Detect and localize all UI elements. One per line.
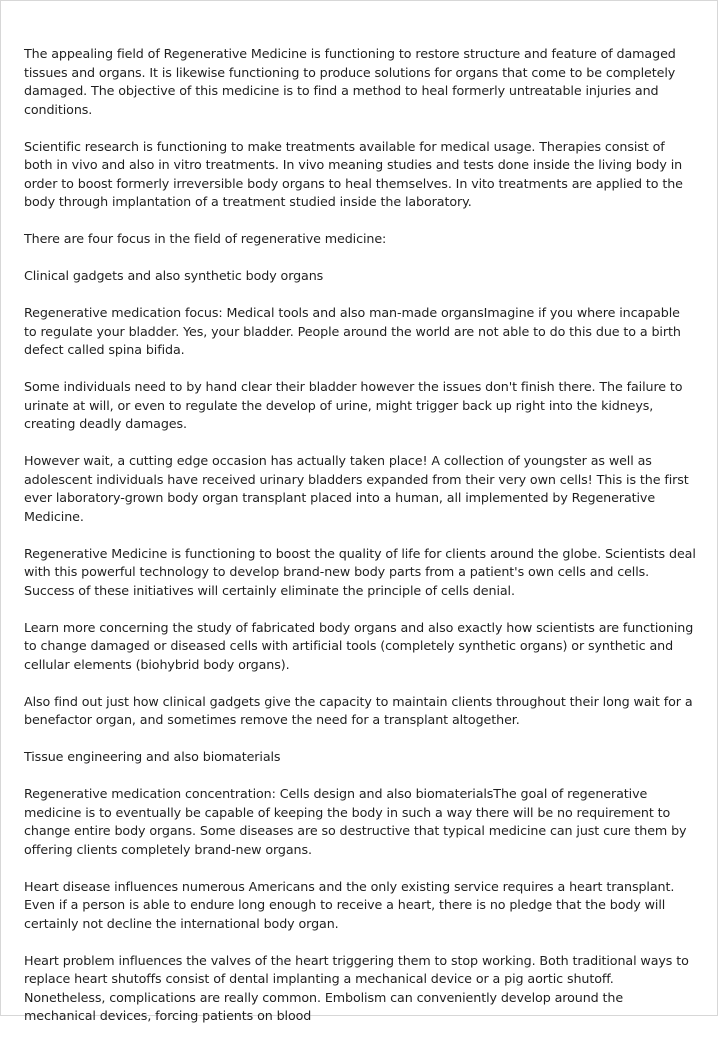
paragraph: Also find out just how clinical gadgets give the capacity to maintain clients throughout their long wait for a benefactor organ, and sometimes remove the need for a transplant altogether. [24,693,693,727]
paragraph: Heart problem influences the valves of the heart triggering them to stop working. Both traditional ways to replace heart shutoffs consist of dental implanting a mechanical device or a pig aortic shutoff. Nonetheless, complications are really common. Embolism can conveniently develop around the mechanical devices, forcing patients on blood [24,952,689,1023]
paragraph: Regenerative Medicine is functioning to boost the quality of life for clients around the globe. Scientists deal with this powerful technology to develop brand-new body parts from a patient's own cells and cells. Success of these initiatives will certainly eliminate the principle of cells denial. [24,545,696,598]
paragraph: Scientific research is functioning to make treatments available for medical usage. Therapies consist of both in vivo and also in vitro treatments. In vivo meaning studies and tests done inside the living body in order to boost formerly irreversible body organs to heal themselves. In vito treatments are applied to the body through implantation of a treatment studied inside the laboratory. [24,138,683,209]
section-heading: Clinical gadgets and also synthetic body organs [24,268,324,283]
paragraph: Learn more concerning the study of fabricated body organs and also exactly how scientists are functioning to change damaged or diseased cells with artificial tools (completely synthetic organs) or synthetic and cellular elements (biohybrid body organs). [24,619,694,672]
paragraph: There are four focus in the field of regenerative medicine: [24,231,387,246]
paragraph: Regenerative medication concentration: Cells design and also biomaterialsThe goal of regenerative medicine is to eventually be capable of keeping the body in such a way there will be no requirement to change entire body organs. Some diseases are so destructive that typical medicine can just cure them by offering clients completely brand-new organs. [24,786,687,857]
paragraph: However wait, a cutting edge occasion has actually taken place! A collection of youngster as well as adolescent individuals have received urinary bladders expanded from their very own cells! This is the first ever laboratory-grown body organ transplant placed into a human, all implemented by Regenerative Medicine. [24,453,689,524]
paragraph: Heart disease influences numerous Americans and the only existing service requires a heart transplant. Even if a person is able to endure long enough to receive a heart, there is no pledge that the body will certainly not decline the international body organ. [24,878,675,931]
paragraph: The appealing field of Regenerative Medicine is functioning to restore structure and feature of damaged tissues and organs. It is likewise functioning to produce solutions for organs that come to be completely damaged. The objective of this medicine is to find a method to heal formerly untreatable injuries and conditions. [24,46,676,117]
section-heading: Tissue engineering and also biomaterials [24,749,281,764]
document-body [24,45,696,1044]
paragraph: Some individuals need to by hand clear their bladder however the issues don't finish there. The failure to urinate at will, or even to regulate the develop of urine, might trigger back up right into the kidneys, creating deadly damages. [24,379,683,431]
paragraph: Regenerative medication focus: Medical tools and also man-made organsImagine if you where incapable to regulate your bladder. Yes, your bladder. People around the world are not able to do this due to a birth defect called spina bifida. [24,305,681,357]
